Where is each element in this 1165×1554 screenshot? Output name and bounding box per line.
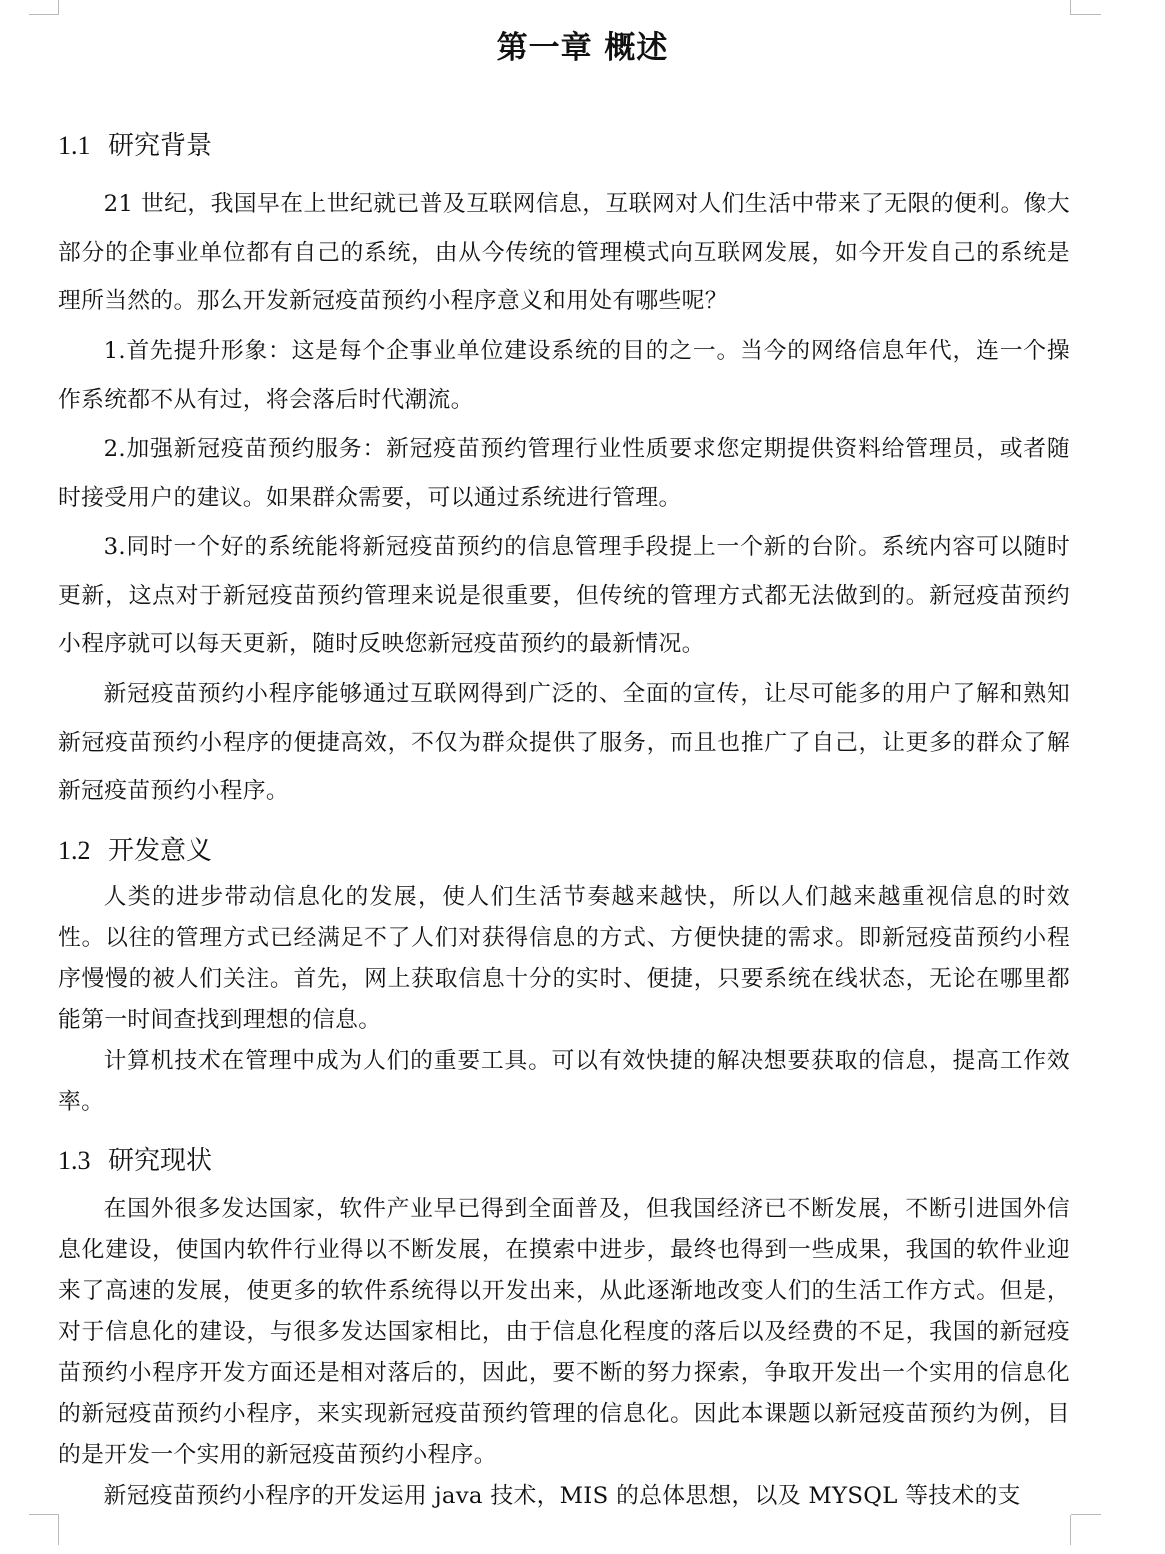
paragraph: 2.加强新冠疫苗预约服务：新冠疫苗预约管理行业性质要求您定期提供资料给管理员，或者随时接受用户的建议。如果群众需要，可以通过系统进行管理。 (58, 436, 1070, 511)
paragraph: 计算机技术在管理中成为人们的重要工具。可以有效快捷的解决想要获取的信息，提高工作效率。 (58, 1048, 1070, 1115)
chapter-title: 第一章 概述 (496, 30, 669, 66)
crop-mark-top-left (29, 14, 59, 15)
crop-mark-top-right (1071, 14, 1101, 15)
section-number: 1.3 (58, 1146, 91, 1175)
paragraph: 3.同时一个好的系统能将新冠疫苗预约的信息管理手段提上一个新的台阶。系统内容可以随时更新，这点对于新冠疫苗预约管理来说是很重要，但传统的管理方式都无法做到的。新冠疫苗预约小程序就可以每天更新，随时反映您新冠疫苗预约的最新情况。 (58, 534, 1070, 657)
crop-mark-bottom-left (58, 1515, 59, 1545)
section-title: 开发意义 (108, 836, 213, 866)
section-title: 研究背景 (108, 131, 213, 161)
section-heading (58, 1143, 212, 1179)
section-heading (58, 128, 212, 164)
paragraph: 21 世纪，我国早在上世纪就已普及互联网信息，互联网对人们生活中带来了无限的便利。像大部分的企事业单位都有自己的系统，由从今传统的管理模式向互联网发展，如今开发自己的系统是理所当然的。那么开发新冠疫苗预约小程序意义和用处有哪些呢？ (58, 191, 1070, 314)
crop-mark-bottom-right (1071, 1514, 1101, 1515)
paragraph: 1.首先提升形象：这是每个企事业单位建设系统的目的之一。当今的网络信息年代，连一个操作系统都不从有过，将会落后时代潮流。 (58, 338, 1070, 413)
crop-mark-top-right (1070, 0, 1071, 15)
paragraph: 新冠疫苗预约小程序的开发运用 java 技术，MIS 的总体思想，以及 MYSQL 等技术的支 (103, 1483, 1021, 1509)
section-title: 研究现状 (108, 1146, 213, 1176)
paragraph: 在国外很多发达国家，软件产业早已得到全面普及，但我国经济已不断发展，不断引进国外信息化建设，使国内软件行业得以不断发展，在摸索中进步，最终也得到一些成果，我国的软件业迎来了高速的发展，使更多的软件系统得以开发出来，从此逐渐地改变人们的生活工作方式。但是，对于信息化的建设，与很多发达国家相比，由于信息化程度的落后以及经费的不足，我国的新冠疫苗预约小程序开发方面还是相对落后的，因此，要不断的努力探索，争取开发出一个实用的信息化的新冠疫苗预约小程序，来实现新冠疫苗预约管理的信息化。因此本课题以新冠疫苗预约为例，目的是开发一个实用的新冠疫苗预约小程序。 (58, 1196, 1070, 1468)
paragraph: 新冠疫苗预约小程序能够通过互联网得到广泛的、全面的宣传，让尽可能多的用户了解和熟知新冠疫苗预约小程序的便捷高效，不仅为群众提供了服务，而且也推广了自己，让更多的群众了解新冠疫苗预约小程序。 (58, 681, 1070, 804)
section-heading (58, 833, 212, 869)
section-number: 1.1 (58, 131, 91, 160)
crop-mark-bottom-right (1070, 1515, 1071, 1545)
paragraph: 人类的进步带动信息化的发展，使人们生活节奏越来越快，所以人们越来越重视信息的时效性。以往的管理方式已经满足不了人们对获得信息的方式、方便快捷的需求。即新冠疫苗预约小程序慢慢的被人们关注。首先，网上获取信息十分的实时、便捷，只要系统在线状态，无论在哪里都能第一时间查找到理想的信息。 (58, 884, 1070, 1033)
crop-mark-bottom-left (29, 1514, 59, 1515)
section-number: 1.2 (58, 836, 91, 865)
crop-mark-top-left (58, 0, 59, 15)
